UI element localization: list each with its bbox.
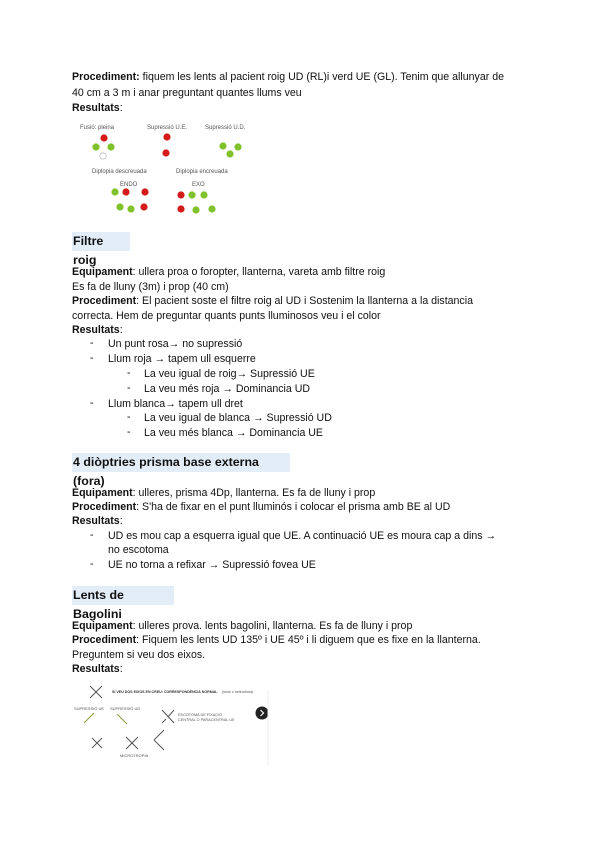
equipment-line: Equipament: ulleres, prisma 4Dp, llanterna. Es fa de lluny i prop	[72, 487, 376, 499]
list-item: La veu més roja → Dominancia UD	[144, 383, 311, 395]
fusion-label: Fusió: pleina	[80, 125, 115, 131]
suppression-ue-label: SUPRESSIÓ UE	[74, 706, 105, 711]
list-item: Un punt rosa→ no supressió	[108, 338, 243, 350]
procedure-line-2: correcta. Hem de preguntar quants punts lluminosos veu i el color	[72, 310, 381, 322]
diplopia-uncrossed-label: Diplopia descreuada	[92, 169, 147, 175]
list-item: La veu igual de roig→ Supressió UE	[144, 368, 315, 380]
escotoma-label-2: CENTRAL O PARACENTRAL UE	[178, 718, 235, 722]
distance-line: Es fa de lluny (3m) i prop (40 cm)	[72, 281, 229, 293]
normal-correspondence-caption: SI VEU DOS EIXOS EN CREU: CORRESPONDÈNCIA NORMAL	[112, 690, 218, 694]
results-label: Resultats:	[72, 663, 123, 675]
dash: -	[127, 426, 131, 438]
dash: -	[90, 558, 94, 570]
dash: -	[127, 382, 131, 394]
dash: -	[127, 367, 131, 379]
procedure-line-2: Preguntem si veu dos eixos.	[72, 649, 206, 661]
list-item: Llum roja → tapem ull esquerre	[108, 353, 256, 365]
procedure-line-1: Procediment: Fiquem les lents UD 135º i UE 45º i li diguem que es fixe en la llanterna.	[72, 634, 481, 646]
results-label: Resultats:	[72, 515, 123, 527]
dash: -	[90, 529, 94, 541]
bagolini-results-figure	[72, 680, 274, 766]
heading-prisma: 4 diòptries prisma base externa (fora)	[72, 453, 290, 472]
dash: -	[90, 397, 94, 409]
dash: -	[90, 352, 94, 364]
suppression-ud-label: Supressió U.D.	[205, 125, 246, 131]
results-label: Resultats:	[72, 102, 123, 114]
next-arrow-button	[256, 707, 269, 720]
list-item-continuation: no escotoma	[108, 544, 169, 556]
list-item: Llum blanca→ tapem ull dret	[108, 398, 243, 410]
microtropia-label: MICROTROPIA	[120, 753, 149, 758]
diplopia-crossed-label: Diplopia encreuada	[176, 169, 228, 175]
dash: -	[90, 337, 94, 349]
list-item: UE no torna a refixar → Supressió fovea UE	[108, 559, 316, 571]
heading-bagolini: Lents de Bagolini	[72, 586, 174, 605]
list-item: La veu igual de blanca → Supressió UD	[144, 412, 332, 424]
results-label: Resultats:	[72, 324, 123, 336]
procedure-line-2: 40 cm a 3 m i anar preguntant quantes llums veu	[72, 87, 302, 99]
procedure-line: Procediment: S'ha de fixar en el punt lluminós i colocar el prisma amb BE al UD	[72, 501, 451, 513]
suppression-ue-label: Supressió U.E.	[147, 125, 188, 131]
dash: -	[127, 411, 131, 423]
equipment-line: Equipament: ulleres prova. lents bagolini, llanterna. Es fa de lluny i prop	[72, 620, 413, 632]
normal-correspondence-extra: (fusió o heteroforia)	[222, 690, 254, 694]
exo-label: EXO	[192, 182, 205, 188]
equipment-line: Equipament: ullera proa o foropter, llanterna, vareta amb filtre roig	[72, 266, 386, 278]
endo-label: ENDO	[120, 182, 138, 188]
procedure-line-1: Procediment: fiquem les lents al pacient roig UD (RL)i verd UE (GL). Tenim que allunyar de	[72, 71, 504, 83]
list-item: La veu més blanca → Dominancia UE	[144, 427, 324, 439]
suppression-ud-label: SUPRESSIÓ UD	[110, 706, 141, 711]
heading-filtre-roig: Filtre roig	[72, 232, 130, 251]
procedure-line-1: Procediment: El pacient soste el filtre roig al UD i Sostenim la llanterna a la distancia	[72, 295, 473, 307]
escotoma-label-1: ESCOTOMA DE FIXACIÓ	[178, 713, 223, 717]
worth-results-figure	[72, 120, 262, 225]
list-item: UD es mou cap a esquerra igual que UE. A continuació UE es moura cap a dins →	[108, 530, 497, 542]
